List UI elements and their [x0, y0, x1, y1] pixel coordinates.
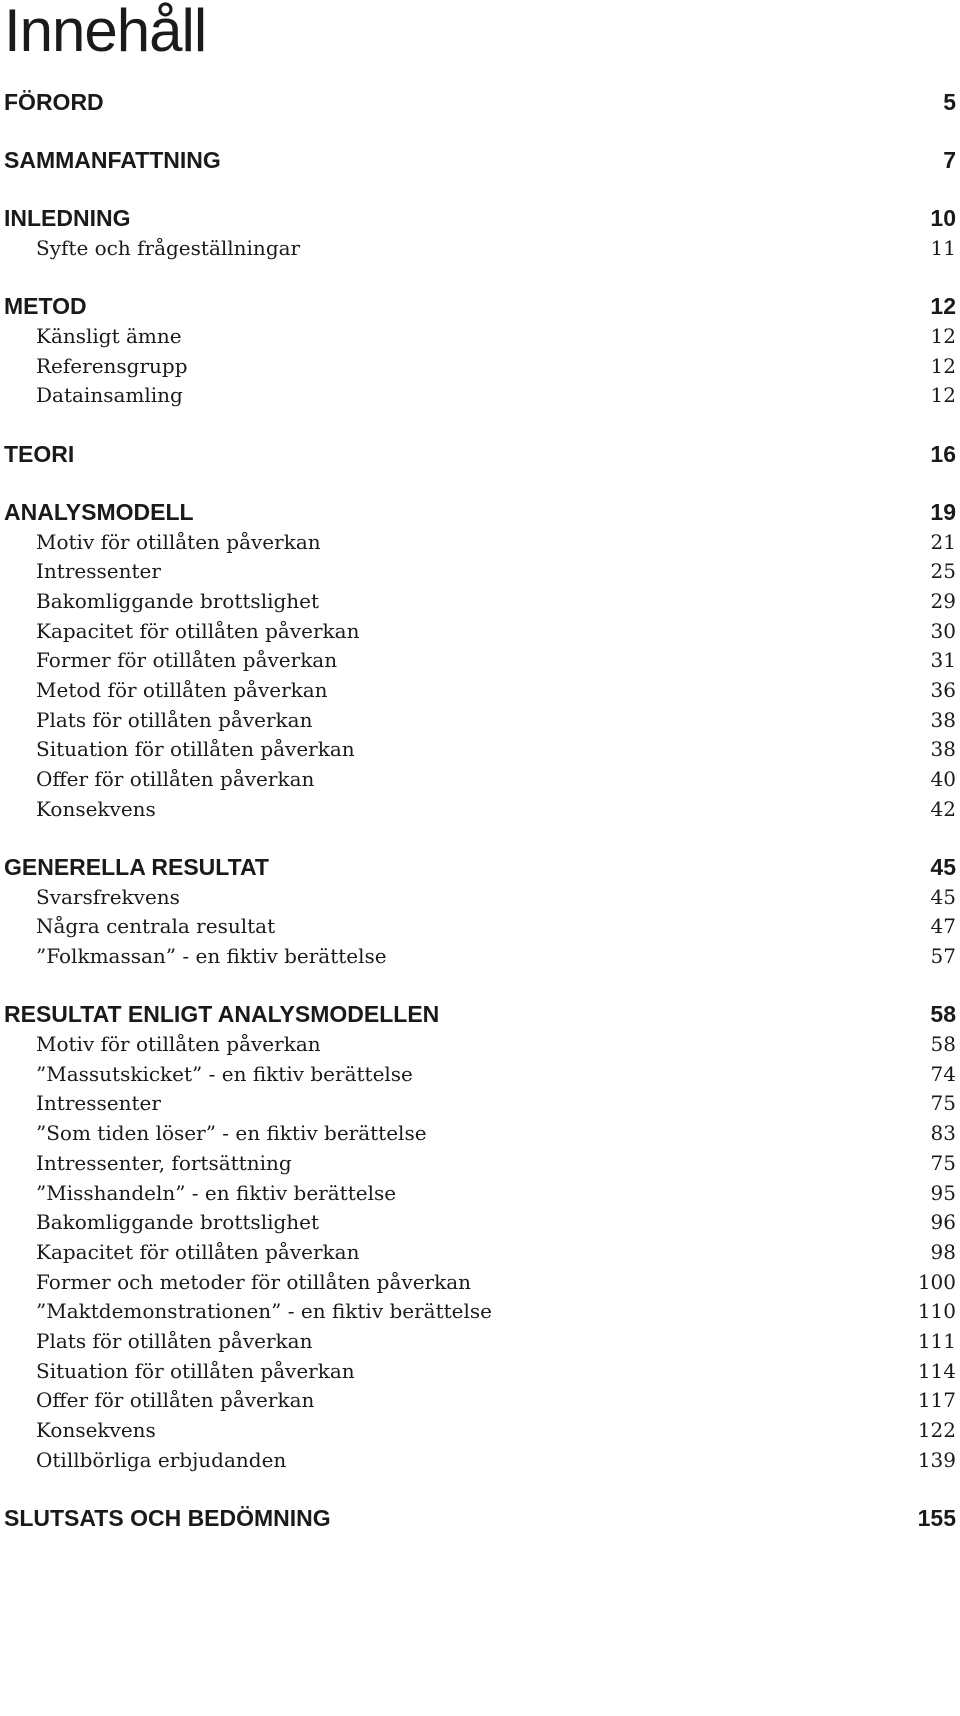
- toc-label: Situation för otillåten påverkan: [36, 1358, 355, 1383]
- toc-entry[interactable]: [0, 1058, 960, 1090]
- toc-label: Offer för otillåten påverkan: [36, 767, 315, 792]
- toc-heading[interactable]: [0, 496, 960, 528]
- toc-label: Referensgrupp: [36, 353, 188, 378]
- toc-entry[interactable]: [0, 940, 960, 972]
- toc-label: Kapacitet för otillåten påverkan: [36, 618, 360, 643]
- toc-entry[interactable]: [0, 1028, 960, 1060]
- toc-label: METOD: [4, 293, 87, 320]
- toc-label: ”Misshandeln” - en fiktiv berättelse: [36, 1180, 397, 1205]
- toc-page-number: 40: [930, 767, 956, 792]
- toc-label: ”Maktdemonstrationen” - en fiktiv berättelse: [36, 1299, 493, 1324]
- toc-heading[interactable]: [0, 290, 960, 322]
- toc-label: ”Folkmassan” - en fiktiv berättelse: [36, 944, 387, 969]
- toc-label: ”Massutskicket” - en fiktiv berättelse: [36, 1061, 413, 1086]
- toc-entry[interactable]: [0, 763, 960, 795]
- toc-label: Kapacitet för otillåten påverkan: [36, 1239, 360, 1264]
- page-title: Innehåll: [4, 0, 207, 64]
- toc-label: TEORI: [4, 440, 75, 467]
- toc-entry[interactable]: [0, 910, 960, 942]
- toc-entry[interactable]: [0, 320, 960, 352]
- toc-heading[interactable]: [0, 1502, 960, 1534]
- toc-entry[interactable]: [0, 526, 960, 558]
- toc-label: Motiv för otillåten påverkan: [36, 1032, 321, 1056]
- toc-entry[interactable]: [0, 1295, 960, 1327]
- toc-label: ”Som tiden löser” - en fiktiv berättelse: [36, 1121, 427, 1146]
- toc-page-number: 122: [917, 1418, 956, 1443]
- toc-label: Intressenter: [36, 559, 161, 584]
- toc-page-number: 7: [943, 147, 956, 174]
- toc-label: INLEDNING: [4, 205, 131, 232]
- toc-entry[interactable]: [0, 1414, 960, 1446]
- toc-page-number: 111: [917, 1329, 956, 1353]
- toc-label: Några centrala resultat: [36, 914, 276, 939]
- toc-page-number: 36: [930, 678, 956, 702]
- toc-entry[interactable]: [0, 1325, 960, 1357]
- toc-entry[interactable]: [0, 1266, 960, 1298]
- toc-entry[interactable]: [0, 1236, 960, 1268]
- toc-heading[interactable]: [0, 998, 960, 1030]
- toc-page-number: 19: [930, 498, 956, 525]
- toc-page-number: 31: [930, 648, 956, 673]
- toc-page-number: 12: [930, 383, 956, 408]
- toc-entry[interactable]: [0, 644, 960, 676]
- toc-page-number: 47: [930, 914, 956, 939]
- toc-entry[interactable]: [0, 1384, 960, 1416]
- toc-label: Former och metoder för otillåten påverkan: [36, 1269, 472, 1294]
- toc-label: Konsekvens: [36, 1418, 156, 1443]
- toc-label: SLUTSATS OCH BEDÖMNING: [4, 1505, 331, 1531]
- toc-entry[interactable]: [0, 1355, 960, 1387]
- toc-label: Konsekvens: [36, 796, 156, 821]
- toc-entry[interactable]: [0, 881, 960, 913]
- toc-page-number: 100: [917, 1269, 956, 1294]
- toc-label: Situation för otillåten påverkan: [36, 737, 355, 762]
- toc-entry[interactable]: [0, 555, 960, 587]
- toc-page-number: 16: [930, 440, 956, 467]
- toc-entry[interactable]: [0, 1206, 960, 1238]
- toc-page-number: 12: [930, 324, 956, 348]
- toc-label: SAMMANFATTNING: [4, 147, 221, 174]
- toc-heading[interactable]: [0, 144, 960, 176]
- toc-page-number: 45: [930, 854, 956, 880]
- toc-page-number: 96: [930, 1210, 956, 1235]
- toc-page-number: 58: [930, 1001, 956, 1028]
- toc-label: Intressenter, fortsättning: [36, 1150, 292, 1175]
- toc-label: Offer för otillåten påverkan: [36, 1388, 315, 1413]
- toc-page-number: 57: [930, 944, 956, 969]
- toc-page-number: 110: [917, 1299, 956, 1324]
- toc-heading[interactable]: [0, 202, 960, 234]
- toc-label: FÖRORD: [4, 89, 104, 115]
- toc-page-number: 75: [930, 1150, 956, 1175]
- toc-entry[interactable]: [0, 733, 960, 765]
- toc-page-number: 155: [917, 1505, 956, 1531]
- toc-page-number: 12: [930, 353, 956, 378]
- toc-page-number: 12: [930, 293, 956, 320]
- toc-label: Bakomliggande brottslighet: [36, 1210, 320, 1235]
- toc-entry[interactable]: [0, 1087, 960, 1119]
- toc-page-number: 11: [930, 236, 956, 261]
- toc-page-number: 139: [917, 1447, 956, 1472]
- toc-entry[interactable]: [0, 585, 960, 617]
- toc-label: Känsligt ämne: [36, 324, 182, 348]
- toc-label: Motiv för otillåten påverkan: [36, 529, 321, 554]
- toc-label: Plats för otillåten påverkan: [36, 1329, 313, 1353]
- toc-label: Intressenter: [36, 1091, 161, 1116]
- toc-label: Svarsfrekvens: [36, 884, 180, 909]
- toc-page-number: 74: [930, 1061, 956, 1086]
- toc-page-number: 117: [917, 1388, 956, 1413]
- toc-label: Otillbörliga erbjudanden: [36, 1447, 287, 1472]
- toc-label: RESULTAT ENLIGT ANALYSMODELLEN: [4, 1001, 440, 1028]
- toc-label: Datainsamling: [36, 383, 183, 408]
- toc-entry[interactable]: [0, 232, 960, 264]
- toc-page-number: 21: [930, 529, 956, 554]
- toc-entry[interactable]: [0, 1177, 960, 1209]
- toc-page-number: 29: [930, 588, 956, 613]
- toc-entry[interactable]: [0, 1444, 960, 1476]
- toc-label: ANALYSMODELL: [4, 498, 194, 525]
- toc-heading[interactable]: [0, 851, 960, 883]
- toc-page-number: 95: [930, 1180, 956, 1205]
- toc-label: Plats för otillåten påverkan: [36, 707, 313, 732]
- toc-label: Metod för otillåten påverkan: [36, 678, 328, 702]
- toc-page-number: 45: [930, 884, 956, 909]
- toc-label: Syfte och frågeställningar: [36, 236, 301, 261]
- toc-entry[interactable]: [0, 379, 960, 411]
- toc-page-number: 58: [930, 1032, 956, 1056]
- toc-page-number: 38: [930, 707, 956, 732]
- toc-page-number: 10: [930, 205, 956, 232]
- toc-page-number: 83: [930, 1121, 956, 1146]
- toc-heading[interactable]: [0, 438, 960, 470]
- toc-label: Former för otillåten påverkan: [36, 648, 338, 673]
- toc-entry[interactable]: [0, 1147, 960, 1179]
- toc-entry[interactable]: [0, 350, 960, 382]
- toc-entry[interactable]: [0, 615, 960, 647]
- toc-page-number: 42: [930, 796, 956, 821]
- toc-page-number: 25: [930, 559, 956, 584]
- toc-page-number: 38: [930, 737, 956, 762]
- toc-page-number: 30: [930, 618, 956, 643]
- toc-page-number: 114: [917, 1358, 956, 1383]
- toc-entry[interactable]: [0, 793, 960, 825]
- toc-heading[interactable]: [0, 86, 960, 118]
- toc-page-number: 98: [930, 1239, 956, 1264]
- toc-label: GENERELLA RESULTAT: [4, 854, 269, 880]
- toc-page-number: 75: [930, 1091, 956, 1116]
- toc-entry[interactable]: [0, 704, 960, 736]
- toc-entry[interactable]: [0, 674, 960, 706]
- toc-label: Bakomliggande brottslighet: [36, 588, 320, 613]
- toc-entry[interactable]: [0, 1117, 960, 1149]
- toc-page-number: 5: [943, 89, 956, 115]
